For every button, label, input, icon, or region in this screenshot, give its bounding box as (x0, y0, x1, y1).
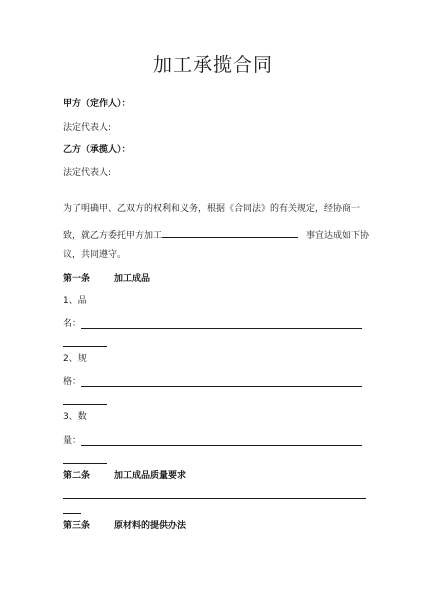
item-3-number: 3、数 (63, 412, 87, 422)
article-2-number: 第二条 (63, 471, 91, 481)
party-a-representative: 法定代表人: (63, 123, 112, 133)
article-1-title: 加工成品 (114, 274, 151, 284)
intro-line-1: 为了明确甲、乙双方的权利和义务，根据《合同法》的有关规定，经协商一 (63, 204, 361, 214)
intro-line-2-prefix: 致，就乙方委托甲方加工 (63, 231, 163, 241)
article-2-title: 加工成品质量要求 (114, 471, 187, 481)
article-3-heading (63, 520, 186, 532)
article-2-blank-line-continued (63, 513, 81, 514)
intro-line-2-suffix: 事宜达成如下协 (306, 231, 370, 241)
item-1-blank-line (81, 328, 362, 329)
party-b-heading: 乙方（承揽人）： (63, 145, 131, 155)
item-3-blank-line-continued (63, 463, 107, 464)
article-2-heading (63, 470, 186, 482)
intro-line-3: 议，共同遵守。 (63, 250, 127, 260)
item-2-blank-line-continued (63, 404, 107, 405)
item-2-blank-line (81, 386, 362, 387)
party-b-representative: 法定代表人: (63, 168, 112, 178)
article-3-title: 原材料的提供办法 (114, 521, 187, 531)
document-title: 加工承揽合同 (152, 54, 273, 76)
article-1-number: 第一条 (63, 274, 91, 284)
article-1-heading (63, 273, 150, 285)
intro-line-2 (63, 228, 369, 242)
item-3-label: 量： (63, 436, 82, 446)
item-1-number: 1、品 (63, 296, 87, 306)
article-3-number: 第三条 (63, 521, 91, 531)
item-1-label: 名： (63, 319, 82, 329)
article-2-blank-line (63, 498, 366, 499)
party-a-heading: 甲方（定作人）： (63, 99, 131, 109)
item-1-blank-line-continued (63, 346, 107, 347)
processing-item-blank (162, 228, 298, 238)
item-2-number: 2、规 (63, 354, 87, 364)
item-3-blank-line (81, 445, 362, 446)
item-2-label: 格： (63, 377, 82, 387)
